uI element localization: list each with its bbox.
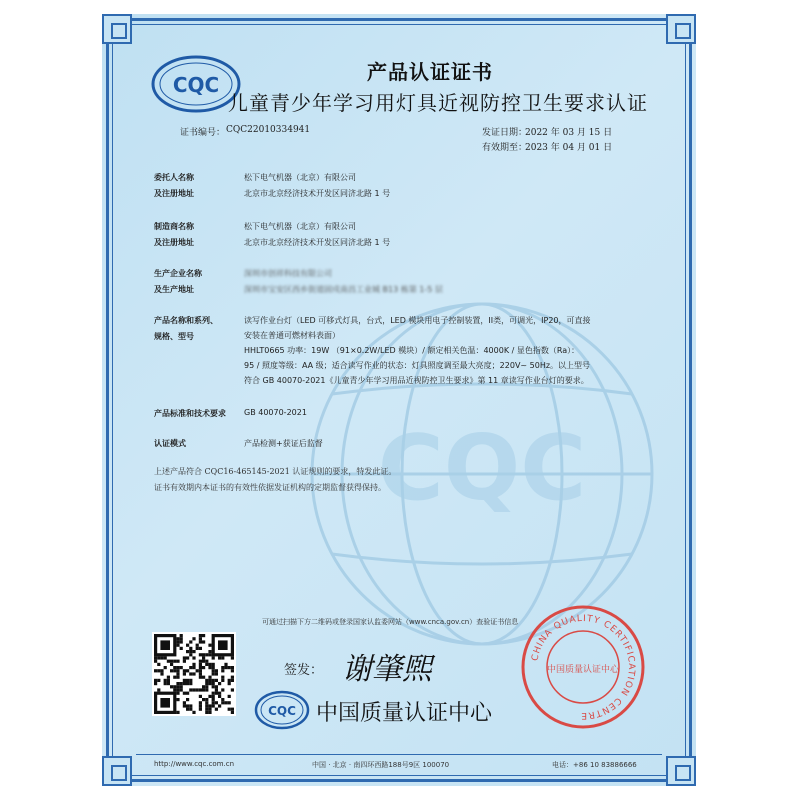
cert-no-value: CQC22010334941 [226, 125, 311, 135]
product-label-2: 规格、型号 [154, 332, 194, 341]
producer-addr-label: 及生产地址 [154, 285, 194, 294]
footer-phone: 电话：+86 10 83886666 [552, 761, 637, 769]
client-name-label: 委托人名称 [154, 173, 194, 182]
stamp-inner-text: 中国质量认证中心 [546, 665, 620, 675]
validity-note: 证书有效期内本证书的有效性依据发证机构的定期监督获得保持。 [154, 483, 386, 492]
client-name: 松下电气机器（北京）有限公司 [244, 173, 356, 182]
corner-ornament [102, 14, 132, 44]
certificate [102, 14, 696, 786]
mode-value: 产品检测+获证后监督 [244, 439, 323, 448]
product-label-1: 产品名称和系列、 [154, 316, 218, 325]
producer-name: 深圳市创祥科技有限公司 [244, 269, 332, 278]
cqc-logo-small [254, 690, 310, 730]
footer-website[interactable]: http://www.cqc.com.cn [154, 760, 235, 768]
standard-value: GB 40070-2021 [244, 408, 307, 417]
sign-label: 签发： [284, 663, 324, 678]
corner-ornament [102, 756, 132, 786]
issue-date-label: 发证日期： [482, 128, 528, 138]
official-stamp [520, 604, 646, 730]
manufacturer-addr-label: 及注册地址 [154, 238, 194, 247]
client-addr: 北京市北京经济技术开发区同济北路 1 号 [244, 189, 391, 198]
qr-code[interactable] [152, 632, 236, 716]
producer-name-label: 生产企业名称 [154, 269, 202, 278]
product-line-4: 95 / 照度等级：AA 级；适合读写作业的状态：灯具照度调至最大亮度；220V~ 50Hz。以上型号 [244, 361, 591, 370]
manufacturer-name-label: 制造商名称 [154, 222, 194, 231]
certificate-subtitle: 儿童青少年学习用灯具近视防控卫生要求认证 [228, 91, 648, 115]
issue-date-value: 2022 年 03 月 15 日 [525, 128, 613, 138]
org-name: 中国质量认证中心 [316, 701, 493, 726]
conformity-note: 上述产品符合 CQC16-465145-2021 认证规则的要求，特发此证。 [154, 467, 397, 476]
footer-divider [136, 754, 662, 755]
footer-address: 中国 · 北京 · 南四环西路188号9区 100070 [312, 761, 450, 769]
manufacturer-name: 松下电气机器（北京）有限公司 [244, 222, 356, 231]
cert-no-label: 证书编号： [180, 128, 226, 138]
manufacturer-addr: 北京市北京经济技术开发区同济北路 1 号 [244, 238, 391, 247]
standard-label: 产品标准和技术要求 [154, 409, 226, 418]
logo-text-small: CQC [268, 704, 296, 718]
mode-label: 认证模式 [154, 439, 186, 448]
valid-date-value: 2023 年 04 月 01 日 [525, 143, 613, 153]
signature: 谢肇煕 [342, 652, 432, 687]
stamp-outer-text: CHINA QUALITY CERTIFICATION CENTRE [530, 613, 637, 721]
corner-ornament [666, 756, 696, 786]
valid-date-label: 有效期至： [482, 143, 528, 153]
logo-text: CQC [172, 73, 220, 97]
verify-note: 可通过扫描下方二维码或登录国家认监委网站（www.cnca.gov.cn）查验证书信息 [262, 618, 519, 626]
svg-text:CQC: CQC [377, 416, 587, 521]
corner-ornament [666, 14, 696, 44]
product-line-5: 符合 GB 40070-2021《儿童青少年学习用品近视防控卫生要求》第 11 章读写作业台灯的要求。 [244, 376, 589, 385]
product-line-1: 读写作业台灯（LED 可移式灯具，台式，LED 模块用电子控制装置，II类，可调光，IP20，可直接 [244, 316, 591, 325]
product-line-3: HHLT0665 功率：19W （91×0.2W/LED 模块）/ 额定相关色温：4000K / 显色指数（Ra）： [244, 346, 580, 355]
producer-addr: 深圳市宝安区西乡街道固戍南昌工业城 B13 栋第 1-5 层 [244, 285, 443, 294]
certificate-title: 产品认证证书 [367, 60, 493, 84]
client-addr-label: 及注册地址 [154, 189, 194, 198]
product-line-2: 安装在普通可燃材料表面） [244, 331, 340, 340]
